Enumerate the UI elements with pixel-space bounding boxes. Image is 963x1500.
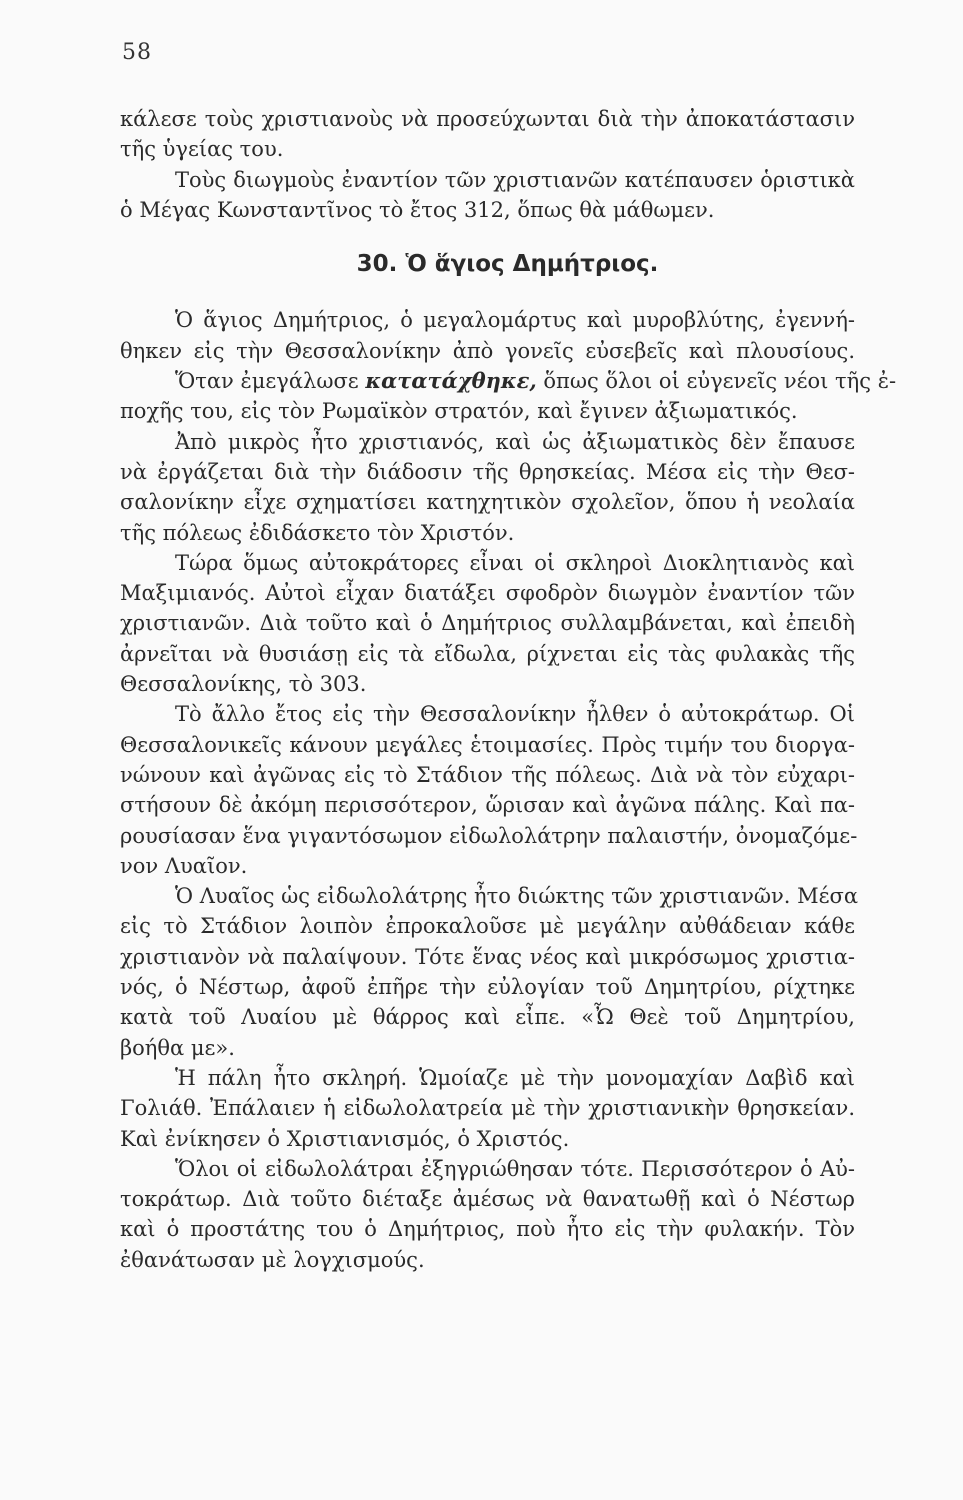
- text-line: Ὁ ἅγιος Δημήτριος, ὁ μεγαλομάρτυς καὶ μυροβλύτης, ἐγεννή-: [175, 308, 855, 333]
- text-line: τῆς ὑγείας του.: [120, 137, 284, 162]
- text-fragment: Ὅταν ἐμεγάλωσε: [175, 369, 366, 394]
- text-line: νὰ ἐργάζεται διὰ τὴν διάδοσιν τῆς θρησκείας. Μέσα εἰς τὴν Θεσ-: [120, 459, 855, 484]
- text-line: Τώρα ὅμως αὐτοκράτορες εἶναι οἱ σκληροὶ Διοκλητιανὸς καὶ: [175, 550, 855, 575]
- text-line: Καὶ ἐνίκησεν ὁ Χριστιανισμός, ὁ Χριστός.: [120, 1126, 570, 1151]
- text-line: Θεσσαλονίκης, τὸ 303.: [120, 672, 367, 697]
- text-line: καὶ ὁ προστάτης του ὁ Δημήτριος, ποὺ ἦτο εἰς τὴν φυλακήν. Τὸν: [120, 1217, 855, 1242]
- text-line: Τὸ ἄλλο ἔτος εἰς τὴν Θεσσαλονίκην ἦλθεν ὁ αὐτοκράτωρ. Οἱ: [175, 702, 855, 727]
- text-line: Γολιάθ. Ἐπάλαιεν ἡ εἰδωλολατρεία μὲ τὴν χριστιανικὴν θρησκείαν.: [120, 1096, 855, 1121]
- text-line: ἐθανάτωσαν μὲ λογχισμούς.: [120, 1247, 425, 1272]
- text-line: κατὰ τοῦ Λυαίου μὲ θάρρος καὶ εἶπε. «Ὦ Θεὲ τοῦ Δημητρίου,: [120, 1005, 855, 1030]
- text-line: εἰς τὸ Στάδιον λοιπὸν ἐπροκαλοῦσε μὲ μεγάλην αὐθάδειαν κάθε: [120, 914, 855, 939]
- text-line: [120, 366, 897, 396]
- text-line: χριστιανῶν. Διὰ τοῦτο καὶ ὁ Δημήτριος συλλαμβάνεται, καὶ ἐπειδὴ: [120, 611, 855, 636]
- text-line: κάλεσε τοὺς χριστιανοὺς νὰ προσεύχωνται διὰ τὴν ἀποκατάστασιν: [120, 107, 855, 131]
- text-line: τοκράτωρ. Διὰ τοῦτο διέταξε ἀμέσως νὰ θανατωθῇ καὶ ὁ Νέστωρ: [120, 1187, 855, 1212]
- text-line: σαλονίκην εἶχε σχηματίσει κατηχητικὸν σχολεῖον, ὅπου ἡ νεολαία: [120, 490, 855, 515]
- text-line: Ὁ Λυαῖος ὡς εἰδωλολάτρης ἦτο διώκτης τῶν χριστιανῶν. Μέσα: [175, 884, 859, 909]
- emphasized-word: κατατάχθηκε,: [365, 368, 537, 394]
- text-line: Ἡ πάλη ἦτο σκληρή. Ὡμοίαζε μὲ τὴν μονομαχίαν Δαβὶδ καὶ: [175, 1065, 855, 1090]
- text-line: Θεσσαλονικεῖς κάνουν μεγάλες ἑτοιμασίες. Πρὸς τιμήν του διοργα-: [120, 732, 855, 757]
- section-heading: 30. Ὁ ἅγιος Δημήτριος.: [356, 251, 659, 278]
- text-line: τῆς πόλεως ἐδιδάσκετο τὸν Χριστόν.: [120, 520, 515, 545]
- text-line: ρουσίασαν ἕνα γιγαντόσωμον εἰδωλολάτρην παλαιστήν, ὀνομαζόμε-: [120, 823, 858, 848]
- text-line: νον Λυαῖον.: [120, 853, 248, 878]
- text-fragment: ὅπως ὅλοι οἱ εὐγενεῖς νέοι τῆς ἐ-: [536, 369, 897, 394]
- text-line: ποχῆς του, εἰς τὸν Ρωμαϊκὸν στρατόν, καὶ ἔγινεν ἀξιωματικός.: [120, 399, 798, 424]
- text-line: Ὅλοι οἱ εἰδωλολάτραι ἐξηγριώθησαν τότε. Περισσότερον ὁ Αὐ-: [175, 1156, 855, 1181]
- text-line: ἀρνεῖται νὰ θυσιάσῃ εἰς τὰ εἴδωλα, ρίχνεται εἰς τὰς φυλακὰς τῆς: [120, 641, 855, 666]
- body-text: [120, 104, 897, 1275]
- text-line: ὁ Μέγας Κωνσταντῖνος τὸ ἔτος 312, ὅπως θὰ μάθωμεν.: [120, 197, 715, 222]
- text-line: βοήθα με».: [120, 1035, 235, 1060]
- page-number: 58: [122, 40, 152, 65]
- text-line: στήσουν δὲ ἀκόμη περισσότερον, ὥρισαν καὶ ἀγῶνα πάλης. Καὶ πα-: [120, 793, 855, 818]
- text-line: νός, ὁ Νέστωρ, ἀφοῦ ἐπῆρε τὴν εὐλογίαν τοῦ Δημητρίου, ρίχτηκε: [120, 975, 855, 1000]
- text-line: νώνουν καὶ ἀγῶνας εἰς τὸ Στάδιον τῆς πόλεως. Διὰ νὰ τὸν εὐχαρι-: [120, 762, 855, 787]
- text-line: Μαξιμιανός. Αὐτοὶ εἶχαν διατάξει σφοδρὸν διωγμὸν ἐναντίον τῶν: [120, 581, 855, 606]
- text-line: θηκεν εἰς τὴν Θεσσαλονίκην ἀπὸ γονεῖς εὐσεβεῖς καὶ πλουσίους.: [120, 338, 855, 363]
- text-line: Τοὺς διωγμοὺς ἐναντίον τῶν χριστιανῶν κατέπαυσεν ὁριστικὰ: [175, 167, 855, 192]
- text-line: Ἀπὸ μικρὸς ἦτο χριστιανός, καὶ ὡς ἀξιωματικὸς δὲν ἔπαυσε: [175, 429, 855, 454]
- text-line: χριστιανὸν νὰ παλαίψουν. Τότε ἕνας νέος καὶ μικρόσωμος χριστια-: [120, 944, 855, 969]
